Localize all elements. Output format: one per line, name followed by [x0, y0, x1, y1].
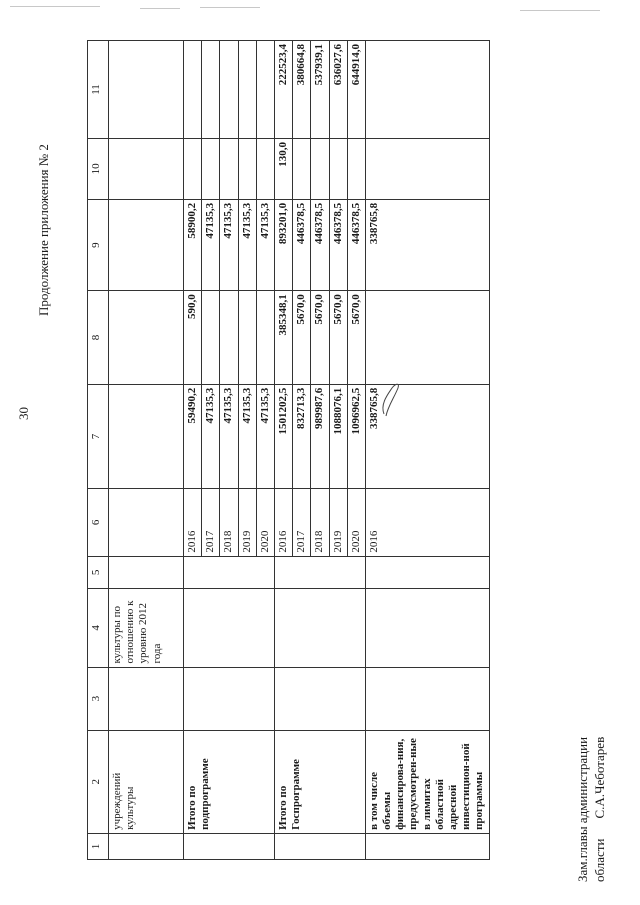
col-header: 7 [88, 384, 109, 488]
cell-empty [109, 291, 184, 385]
value-total: 832713,3 [293, 384, 311, 488]
cell-empty [109, 667, 184, 730]
cell-empty [274, 833, 365, 859]
cell-empty [109, 199, 184, 290]
cell-empty [365, 833, 489, 859]
pen-mark-icon [378, 376, 404, 420]
value-col11: 636027,6 [329, 41, 347, 139]
group-label: Итого по подпрограмме [184, 730, 275, 833]
value-col10 [184, 138, 202, 199]
year-cell: 2016 [184, 489, 202, 556]
col-header: 11 [88, 41, 109, 139]
year-cell: 2020 [347, 489, 365, 556]
value-col9: 47135,3 [238, 199, 256, 290]
value-col9: 58900,2 [184, 199, 202, 290]
year-cell: 2019 [238, 489, 256, 556]
cell-empty [184, 556, 275, 589]
value-col8: 590,0 [184, 291, 202, 385]
value-col8: 5670,0 [347, 291, 365, 385]
cell-empty [274, 589, 365, 667]
continuation-title: Продолжение приложения № 2 [36, 144, 51, 316]
value-total: 989987,6 [311, 384, 329, 488]
value-col8: 5670,0 [293, 291, 311, 385]
value-col11 [365, 41, 489, 139]
scan-header-artifacts [0, 0, 640, 20]
budget-table-rotated [87, 40, 490, 860]
col-header: 4 [88, 589, 109, 667]
budget-table [87, 40, 490, 860]
col-header: 8 [88, 291, 109, 385]
col-header: 3 [88, 667, 109, 730]
signature-title: Зам.главы администрации [575, 736, 590, 882]
year-cell: 2016 [274, 489, 292, 556]
value-col11 [184, 41, 202, 139]
page-number: 30 [16, 407, 31, 420]
value-col10 [202, 138, 220, 199]
value-col10 [238, 138, 256, 199]
table-row [365, 41, 489, 860]
cell-empty [184, 833, 275, 859]
value-total: 1096962,5 [347, 384, 365, 488]
value-col10 [365, 138, 489, 199]
value-total: 47135,3 [238, 384, 256, 488]
value-total: 338765,8 [365, 384, 489, 488]
value-col9: 446378,5 [329, 199, 347, 290]
col-header: 5 [88, 556, 109, 589]
cell-empty [365, 556, 489, 589]
value-col11: 222523,4 [274, 41, 292, 139]
value-col10 [347, 138, 365, 199]
col-header: 1 [88, 833, 109, 859]
col-header: 10 [88, 138, 109, 199]
value-total: 47135,3 [202, 384, 220, 488]
value-col8: 5670,0 [329, 291, 347, 385]
cell-empty [109, 138, 184, 199]
cell-empty [365, 667, 489, 730]
value-total: 1501202,5 [274, 384, 292, 488]
value-col10 [293, 138, 311, 199]
value-col8 [256, 291, 274, 385]
cell-empty [109, 556, 184, 589]
value-col11 [220, 41, 238, 139]
value-col10 [311, 138, 329, 199]
value-col8 [365, 291, 489, 385]
year-cell: 2018 [311, 489, 329, 556]
cell-empty [109, 384, 184, 488]
value-col9: 893201,0 [274, 199, 292, 290]
value-col8: 5670,0 [311, 291, 329, 385]
value-col11: 380664,8 [293, 41, 311, 139]
year-cell: 2019 [329, 489, 347, 556]
year-cell: 2017 [293, 489, 311, 556]
value-col9: 338765,8 [365, 199, 489, 290]
header-row [88, 41, 109, 860]
cell-empty [109, 489, 184, 556]
value-col10 [220, 138, 238, 199]
group-label: в том числе объемы финансирова-ния, предусмотрен-ные в лимитах областной адресной инвестицион-ной программы [365, 730, 489, 833]
value-total: 47135,3 [220, 384, 238, 488]
value-col9: 446378,5 [311, 199, 329, 290]
year-cell: 2016 [365, 489, 489, 556]
value-col9: 47135,3 [256, 199, 274, 290]
year-cell: 2017 [202, 489, 220, 556]
carry-over-row [109, 41, 184, 860]
col-header: 6 [88, 489, 109, 556]
year-cell: 2018 [220, 489, 238, 556]
group-label: Итого по Госпрограмме [274, 730, 365, 833]
cell-empty [365, 589, 489, 667]
value-col8 [238, 291, 256, 385]
value-total: 59490,2 [184, 384, 202, 488]
cell-empty [184, 589, 275, 667]
value-col10 [329, 138, 347, 199]
year-cell: 2020 [256, 489, 274, 556]
cell-empty [274, 556, 365, 589]
value-total: 47135,3 [256, 384, 274, 488]
value-col11 [202, 41, 220, 139]
signature-block [574, 737, 608, 882]
cell-empty [109, 833, 184, 859]
value-col10 [256, 138, 274, 199]
value-col11 [256, 41, 274, 139]
table-body [88, 41, 490, 860]
carry-over-name: учреждений культуры [109, 730, 184, 833]
col-header: 2 [88, 730, 109, 833]
value-col9: 446378,5 [293, 199, 311, 290]
value-col10: 130,0 [274, 138, 292, 199]
table-row [184, 41, 202, 860]
signature-name: С.А.Чеботарев [592, 736, 607, 819]
value-col8: 385348,1 [274, 291, 292, 385]
value-col8 [202, 291, 220, 385]
value-col11 [238, 41, 256, 139]
value-col11: 537939,1 [311, 41, 329, 139]
signature-region: области [592, 838, 607, 882]
carry-over-indicator: культуры по отношению к уровню 2012 года [109, 589, 184, 667]
value-col11: 644914,0 [347, 41, 365, 139]
value-total: 1088076,1 [329, 384, 347, 488]
table-row [274, 41, 292, 860]
value-col8 [220, 291, 238, 385]
cell-empty [109, 41, 184, 139]
value-col9: 47135,3 [202, 199, 220, 290]
cell-empty [184, 667, 275, 730]
col-header: 9 [88, 199, 109, 290]
cell-empty [274, 667, 365, 730]
value-col9: 446378,5 [347, 199, 365, 290]
value-col9: 47135,3 [220, 199, 238, 290]
